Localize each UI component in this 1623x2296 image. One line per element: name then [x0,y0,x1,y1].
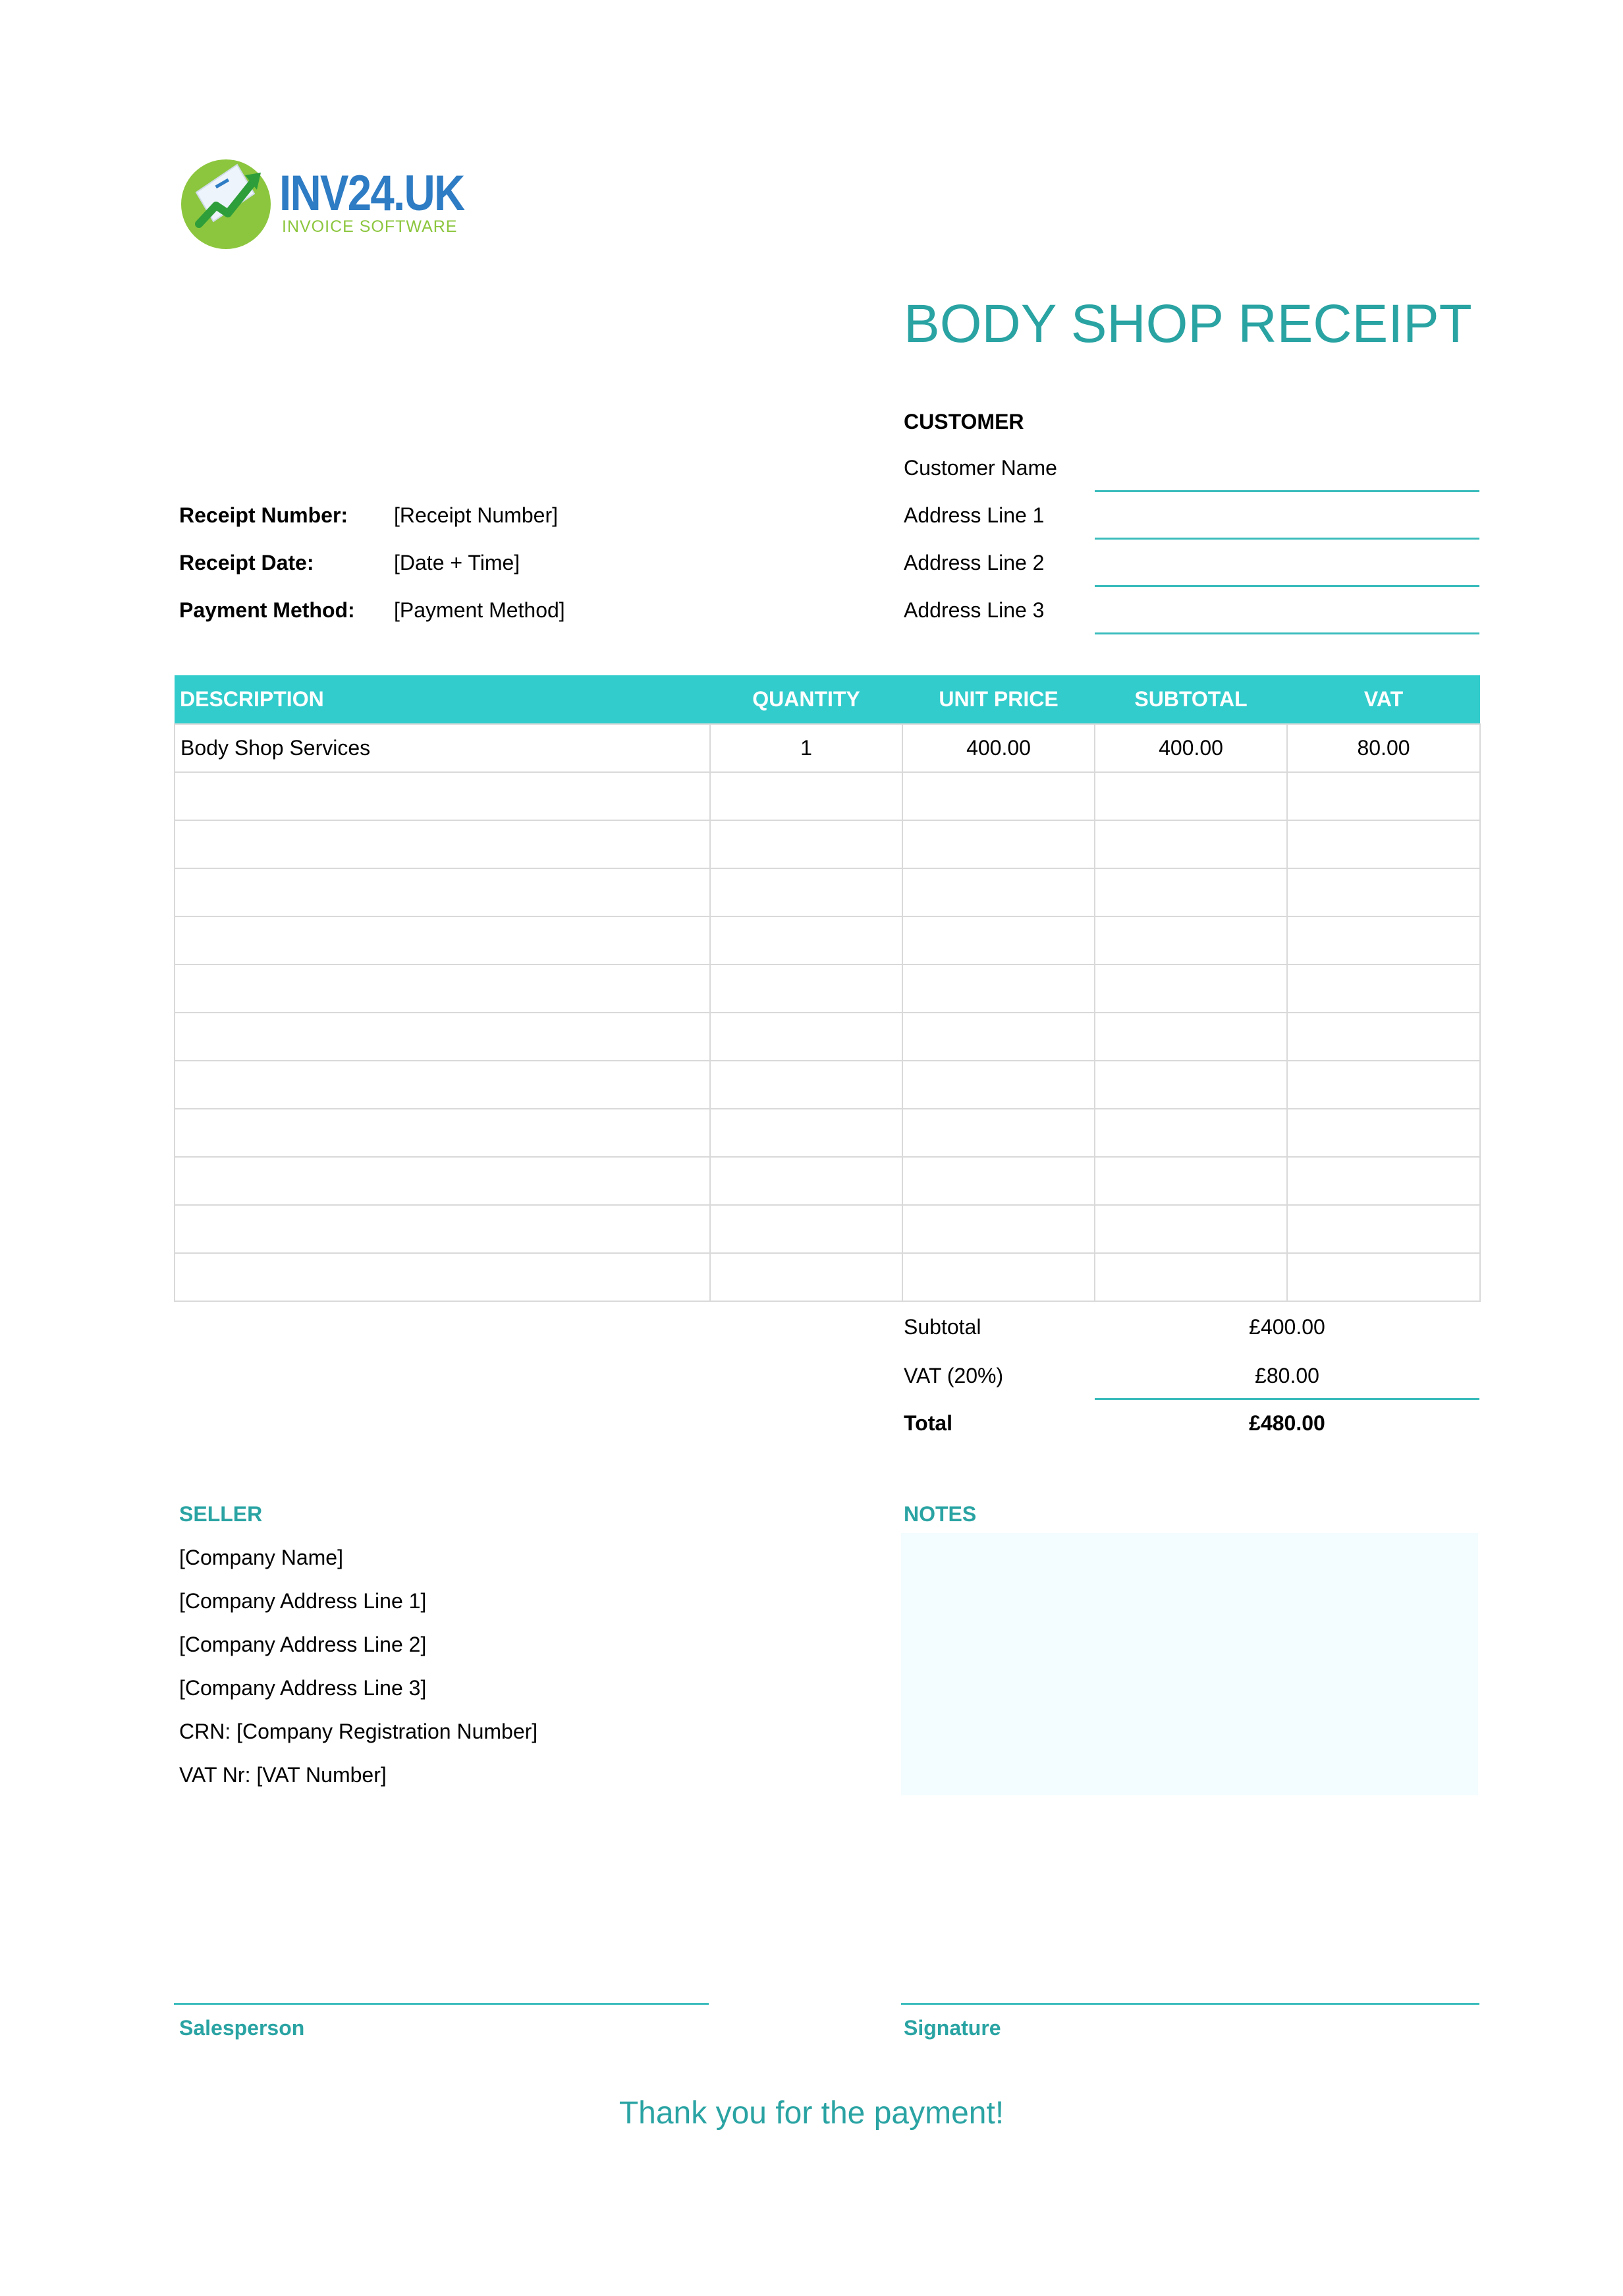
item-vat[interactable] [1287,1109,1480,1157]
table-header-row [175,675,1480,724]
seller-address-line-2: [Company Address Line 2] [179,1633,427,1656]
item-unit-price[interactable] [902,1157,1095,1205]
receipt-number-label: Receipt Number: [179,503,348,527]
signature-label: Signature [904,2016,1001,2040]
item-vat[interactable] [1287,1013,1480,1061]
item-unit-price[interactable] [902,965,1095,1013]
item-quantity[interactable] [710,1109,902,1157]
table-row [175,1157,1480,1205]
item-quantity[interactable]: 1 [710,724,902,772]
item-description[interactable] [175,916,710,965]
address-line-3-field[interactable] [1095,632,1479,634]
item-vat[interactable] [1287,965,1480,1013]
item-description[interactable] [175,1109,710,1157]
subtotal-label: Subtotal [904,1315,981,1339]
company-logo [177,153,275,252]
table-row [175,916,1480,965]
item-description[interactable] [175,868,710,916]
item-description[interactable] [175,1157,710,1205]
seller-address-line-3: [Company Address Line 3] [179,1676,427,1700]
notes-heading: NOTES [904,1502,977,1526]
table-row [175,772,1480,820]
item-subtotal[interactable] [1095,1061,1287,1109]
address-line-2-label: Address Line 2 [904,551,1045,574]
subtotal-value: £400.00 [1249,1315,1325,1339]
item-quantity[interactable] [710,965,902,1013]
seller-address-line-1: [Company Address Line 1] [179,1589,427,1613]
signature-line [901,2003,1479,2005]
salesperson-label: Salesperson [179,2016,305,2040]
item-unit-price[interactable] [902,1061,1095,1109]
item-unit-price[interactable] [902,868,1095,916]
customer-name-label: Customer Name [904,456,1057,480]
item-vat[interactable] [1287,820,1480,868]
address-line-1-label: Address Line 1 [904,503,1045,527]
item-description[interactable] [175,820,710,868]
seller-heading: SELLER [179,1502,263,1526]
item-vat[interactable] [1287,916,1480,965]
item-quantity[interactable] [710,1205,902,1253]
item-subtotal[interactable] [1095,820,1287,868]
customer-name-field[interactable] [1095,490,1479,492]
table-row [175,1205,1480,1253]
item-unit-price[interactable] [902,1205,1095,1253]
item-description[interactable] [175,772,710,820]
column-header-subtotal: SUBTOTAL [1095,675,1287,724]
table-row [175,868,1480,916]
item-subtotal[interactable] [1095,1109,1287,1157]
item-vat[interactable] [1287,1061,1480,1109]
item-vat[interactable]: 80.00 [1287,724,1480,772]
item-unit-price[interactable] [902,916,1095,965]
item-quantity[interactable] [710,1253,902,1301]
item-subtotal[interactable] [1095,1013,1287,1061]
address-line-1-field[interactable] [1095,538,1479,540]
item-quantity[interactable] [710,820,902,868]
item-vat[interactable] [1287,1253,1480,1301]
item-unit-price[interactable] [902,772,1095,820]
salesperson-line [174,2003,709,2005]
item-unit-price[interactable] [902,1013,1095,1061]
item-vat[interactable] [1287,1157,1480,1205]
receipt-date-value: [Date + Time] [394,551,520,574]
logo-mark-icon [177,153,275,252]
address-line-3-label: Address Line 3 [904,598,1045,622]
item-unit-price[interactable] [902,1109,1095,1157]
item-description[interactable] [175,1061,710,1109]
seller-crn: CRN: [Company Registration Number] [179,1720,538,1743]
column-header-unit-price: UNIT PRICE [902,675,1095,724]
item-subtotal[interactable] [1095,1205,1287,1253]
item-subtotal[interactable] [1095,916,1287,965]
item-quantity[interactable] [710,868,902,916]
document-title: BODY SHOP RECEIPT [904,294,1472,354]
item-description[interactable] [175,1253,710,1301]
item-subtotal[interactable] [1095,1253,1287,1301]
item-unit-price[interactable] [902,820,1095,868]
notes-box[interactable] [901,1533,1478,1795]
item-quantity[interactable] [710,772,902,820]
item-quantity[interactable] [710,1157,902,1205]
payment-method-label: Payment Method: [179,598,355,622]
table-row [175,1253,1480,1301]
table-row [175,1013,1480,1061]
vat-value: £80.00 [1255,1364,1319,1387]
item-unit-price[interactable]: 400.00 [902,724,1095,772]
item-vat[interactable] [1287,772,1480,820]
item-subtotal[interactable] [1095,772,1287,820]
address-line-2-field[interactable] [1095,585,1479,587]
line-items-table [174,675,1481,1302]
payment-method-value: [Payment Method] [394,598,565,622]
table-row [175,1109,1480,1157]
total-label: Total [904,1411,953,1435]
item-quantity[interactable] [710,1061,902,1109]
table-row [175,1061,1480,1109]
item-description[interactable]: Body Shop Services [175,724,710,772]
customer-heading: CUSTOMER [904,410,1024,434]
column-header-description: DESCRIPTION [175,675,710,724]
totals-divider [1095,1398,1479,1400]
seller-vat-number: VAT Nr: [VAT Number] [179,1763,387,1787]
item-quantity[interactable] [710,1013,902,1061]
item-unit-price[interactable] [902,1253,1095,1301]
table-row [175,965,1480,1013]
item-subtotal[interactable] [1095,965,1287,1013]
column-header-quantity: QUANTITY [710,675,902,724]
vat-label: VAT (20%) [904,1364,1004,1387]
seller-company-name: [Company Name] [179,1546,343,1569]
thank-you-message: Thank you for the payment! [619,2096,1004,2131]
item-vat[interactable] [1287,868,1480,916]
receipt-number-value: [Receipt Number] [394,503,558,527]
item-subtotal[interactable] [1095,1157,1287,1205]
total-value: £480.00 [1249,1411,1325,1435]
item-description[interactable] [175,1205,710,1253]
item-quantity[interactable] [710,916,902,965]
receipt-date-label: Receipt Date: [179,551,314,574]
logo-name: INV24.UK [279,165,464,221]
item-description[interactable] [175,965,710,1013]
table-row [175,820,1480,868]
table-row [175,724,1480,772]
item-subtotal[interactable] [1095,868,1287,916]
item-description[interactable] [175,1013,710,1061]
column-header-vat: VAT [1287,675,1480,724]
item-vat[interactable] [1287,1205,1480,1253]
logo-tagline: INVOICE SOFTWARE [282,217,458,236]
item-subtotal[interactable]: 400.00 [1095,724,1287,772]
